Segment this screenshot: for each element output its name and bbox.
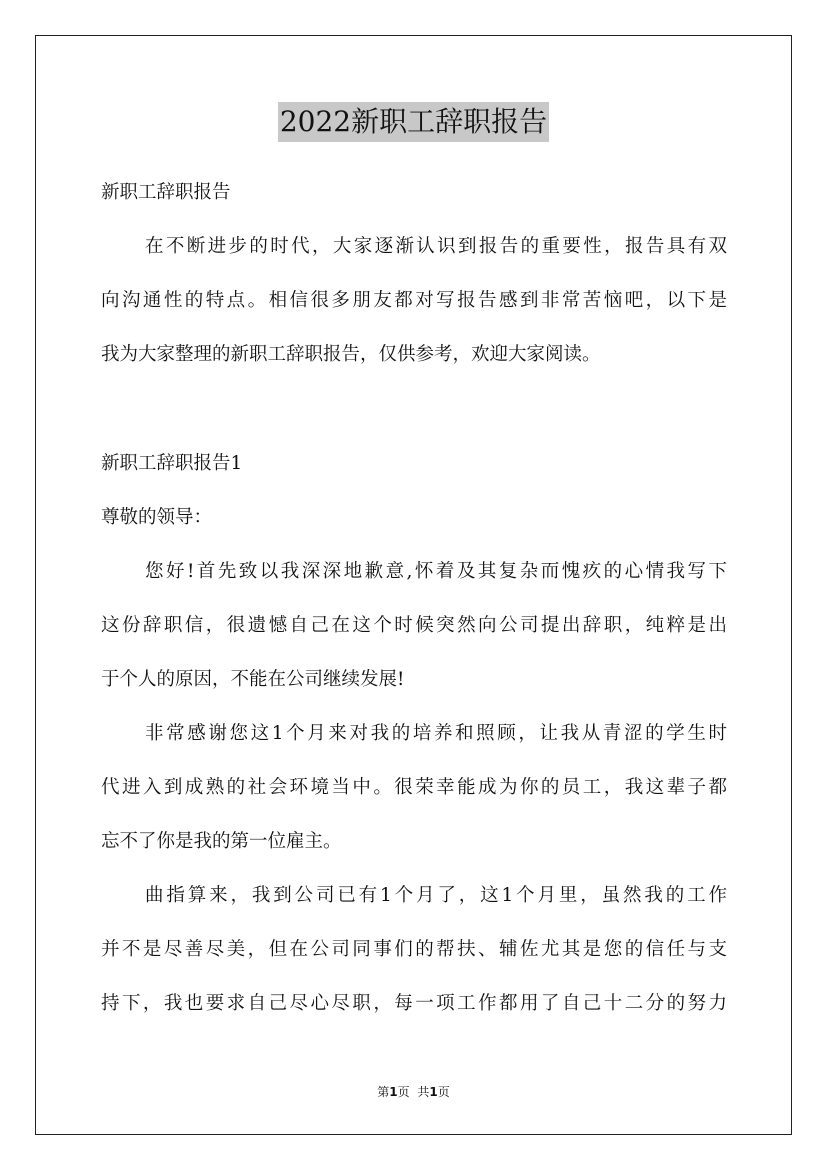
document-subtitle: 新职工辞职报告 [101,182,231,203]
page-footer [0,1083,827,1100]
paragraph-3-line-1: 曲指算来，我到公司已有1个月了，这1个月里，虽然我的工作 [145,885,727,906]
paragraph-1 [101,545,727,707]
section-heading: 新职工辞职报告1 [101,453,243,474]
paragraph-2-line-3: 忘不了你是我的第一位雇主。 [101,831,342,852]
intro-paragraph [101,220,727,382]
paragraph-1-line-3: 于个人的原因，不能在公司继续发展! [101,669,405,690]
title-container [0,102,827,142]
intro-line-1: 在不断进步的时代，大家逐渐认识到报告的重要性，报告具有双 [145,236,727,257]
document-subtitle-block [101,166,727,220]
intro-line-2: 向沟通性的特点。相信很多朋友都对写报告感到非常苦恼吧，以下是 [101,290,727,311]
page-prefix: 第 [377,1085,390,1099]
page-number: 1 [389,1085,398,1099]
total-number: 1 [429,1085,438,1099]
salutation: 尊敬的领导： [101,507,213,528]
paragraph-2-line-2: 代进入到成熟的社会环境当中。很荣幸能成为你的员工，我这辈子都 [101,777,727,798]
paragraph-3 [101,869,727,1031]
paragraph-1-line-1: 您好!首先致以我深深地歉意,怀着及其复杂而愧疚的心情我写下 [145,561,727,582]
total-prefix: 共 [417,1085,430,1099]
section-heading-block [101,437,727,545]
paragraph-2 [101,707,727,869]
page-suffix: 页 [397,1085,410,1099]
paragraph-3-line-3: 持下，我也要求自己尽心尽职，每一项工作都用了自己十二分的努力 [101,993,727,1014]
total-suffix: 页 [437,1085,450,1099]
paragraph-2-line-1: 非常感谢您这1个月来对我的培养和照顾，让我从青涩的学生时 [145,723,727,744]
intro-line-3: 我为大家整理的新职工辞职报告，仅供参考，欢迎大家阅读。 [101,344,601,365]
document-title: 2022新职工辞职报告 [278,102,549,142]
paragraph-3-line-2: 并不是尽善尽美，但在公司同事们的帮扶、辅佐尤其是您的信任与支 [101,939,727,960]
paragraph-1-line-2: 这份辞职信，很遗憾自己在这个时候突然向公司提出辞职，纯粹是出 [101,615,727,636]
